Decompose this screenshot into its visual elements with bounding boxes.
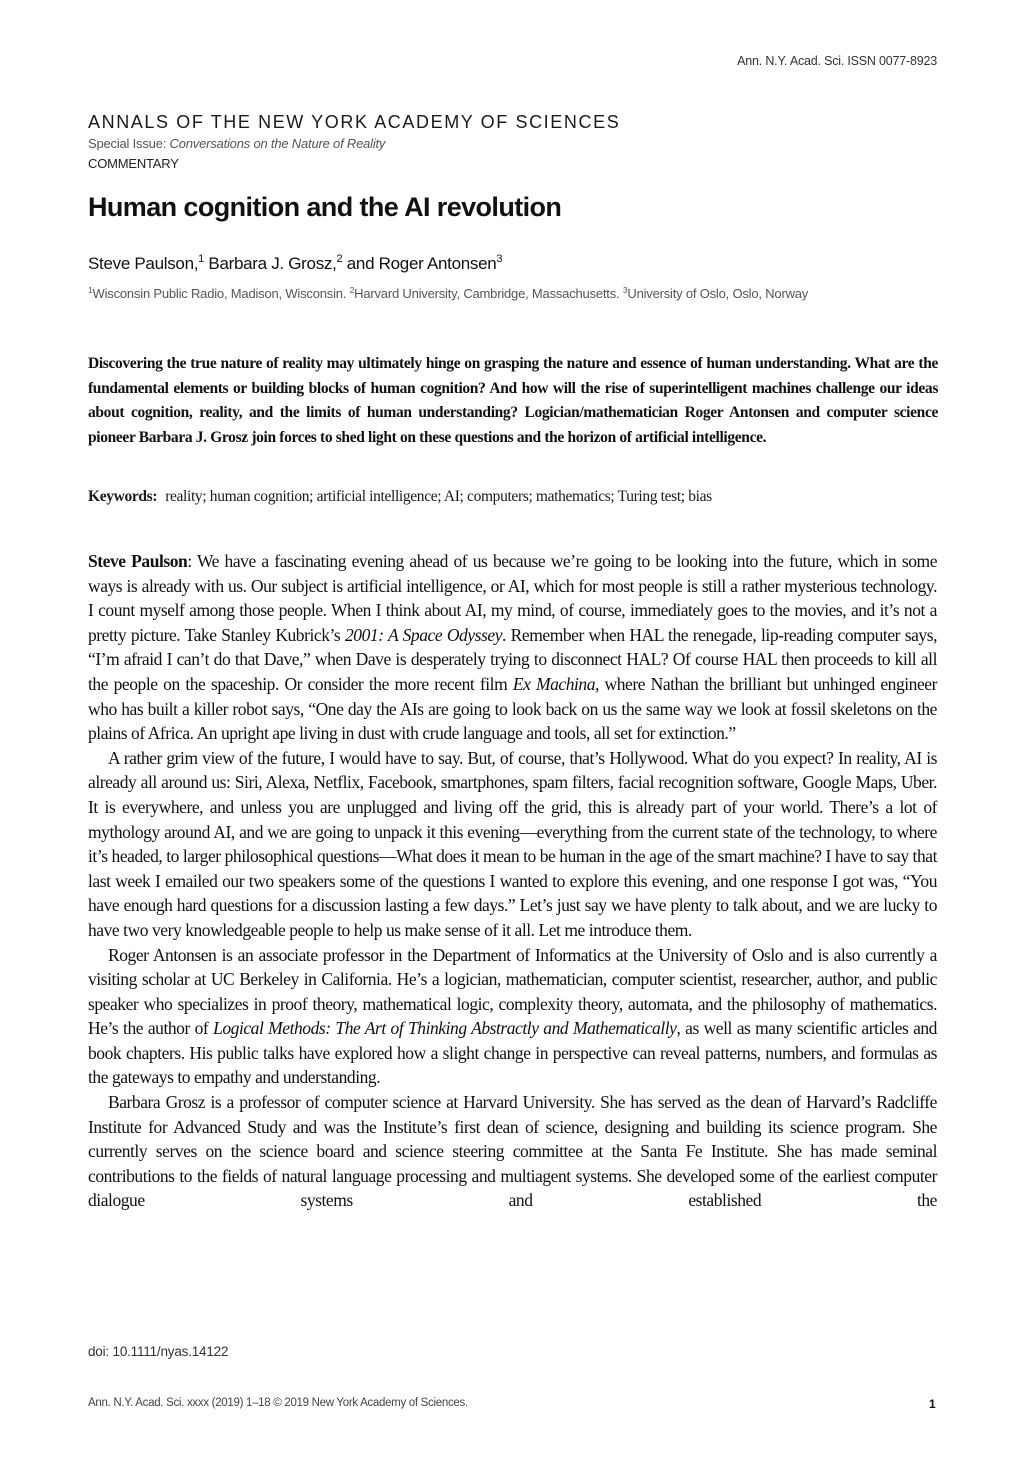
article-title: Human cognition and the AI revolution [88, 192, 562, 222]
author-affiliation-mark: 1 [198, 253, 204, 265]
keywords [88, 488, 938, 506]
paragraph-text: . Remember when HAL the renegade, lip-reading computer says, “I’m afraid I can’t do that Dave,” when Dave is desperately trying to disconnect HAL? Of course HAL then proceeds to kill all the people on the spaceship. Or consider the more recent film [88, 624, 937, 694]
special-issue-title: Conversations on the Nature of Reality [169, 136, 386, 151]
affiliation-mark: 2 [349, 285, 355, 295]
paragraph-text: Roger Antonsen is an associate professor in the Department of Informatics at the University of Oslo and is also currently a visiting scholar at UC Berkeley in California. He’s a logician, mathematician, computer scientist, researcher, author, and public speaker who specializes in proof theory, mathematical logic, complexity theory, automata, and the philosophy of mathematics. He’s the author of [88, 944, 937, 1039]
paragraph-text: where Nathan the brilliant but unhinged engineer who has built a killer robot says, “One day the AIs are going to look back on us the same way we look at fossil skeletons on the plains of Africa. An upright ape living in dust with crude language and tools, all set for extinction.” [88, 673, 937, 744]
paragraph-1 [88, 549, 937, 746]
affiliation-text: Harvard University, Cambridge, Massachusetts. [354, 286, 623, 301]
affiliation-text: Wisconsin Public Radio, Madison, Wisconsin. [92, 286, 350, 301]
paragraph-2: A rather grim view of the future, I would have to say. But, of course, that’s Hollywood. What do you expect? In reality, AI is already all around us: Siri, Alexa, Netflix, Facebook, smartphones, spam filters, facial recognition software, Google Maps, Uber. It is everywhere, and unless you are unplugged and living off the grid, this is already part of your world. There’s a lot of mythology around AI, and we are going to unpack it this evening—everything from the current state of the technology, to where it’s headed, to larger philosophical questions—What does it mean to be human in the age of the smart machine? I have to say that last week I emailed our two speakers some of the questions I wanted to explore this evening, and one response I got was, “You have enough hard questions for a discussion lasting a few days.” Let’s just say we have plenty to talk about, and we are lucky to have two very knowledgeable people to help us make sense of it all. Let me introduce them. [88, 747, 937, 940]
author-affiliation-mark: 3 [496, 253, 503, 265]
keywords-list: reality; human cognition; artificial intelligence; AI; computers; mathematics; Turing test; bias [165, 488, 712, 505]
special-issue-label: Special Issue: [88, 136, 170, 151]
film-title: 2001: A Space Odyssey [345, 624, 503, 645]
issn-header: Ann. N.Y. Acad. Sci. ISSN 0077-8923 [737, 54, 937, 68]
paragraph-4: Barbara Grosz is a professor of computer science at Harvard University. She has served as the dean of Harvard’s Radcliffe Institute for Advanced Study and was the Institute’s first dean of science, designing and building its science program. She currently serves on the science board and science steering committee at the Santa Fe Institute. She has made seminal contributions to the fields of natural language processing and multiagent systems. She developed some of the earliest computer dialogue systems and established the [88, 1092, 937, 1211]
speaker-name: Steve Paulson [88, 551, 188, 571]
author-name: Steve Paulson, [88, 254, 199, 273]
author-affiliation-mark: 2 [336, 253, 343, 265]
article-type: COMMENTARY [88, 156, 179, 171]
paragraph-text: , as well as many scientific articles and book chapters. His public talks have explored how a slight change in perspective can reveal patterns, numbers, and formulas as the gateways to empathy and understanding. [88, 1018, 937, 1088]
affiliation-mark: 1 [88, 285, 93, 295]
footer-citation: Ann. N.Y. Acad. Sci. xxxx (2019) 1–18 © 2019 New York Academy of Sciences. [88, 1397, 468, 1409]
affiliations [88, 283, 938, 305]
author-name: Barbara J. Grosz, [203, 254, 337, 273]
keywords-label: Keywords: [88, 488, 158, 505]
doi-link[interactable]: doi: 10.1111/nyas.14122 [88, 1344, 229, 1359]
special-issue [88, 136, 385, 151]
page-number: 1 [929, 1397, 936, 1411]
affiliation-mark: 3 [622, 285, 628, 295]
film-title: Ex Machina, [512, 673, 599, 694]
book-title: Logical Methods: The Art of Thinking Abstractly and Mathematically [213, 1018, 677, 1039]
article-body [88, 549, 937, 1213]
paragraph-3 [88, 943, 937, 1091]
author-name: and Roger Antonsen [342, 254, 497, 273]
abstract: Discovering the true nature of reality may ultimately hinge on grasping the nature and essence of human understanding. What are the fundamental elements or building blocks of human cognition? And how will the rise of superintelligent machines challenge our ideas about cognition, reality, and the limits of human understanding? Logician/mathematician Roger Antonsen and computer science pioneer Barbara J. Grosz join forces to shed light on these questions and the horizon of artificial intelligence. [88, 355, 938, 446]
author-list [88, 254, 502, 274]
journal-name: ANNALS OF THE NEW YORK ACADEMY OF SCIENCES [88, 112, 621, 132]
affiliation-text: University of Oslo, Oslo, Norway [627, 286, 809, 301]
paragraph-text: : We have a fascinating evening ahead of us because we’re going to be looking into the future, which in some ways is already with us. Our subject is artificial intelligence, or AI, which for most people is still a rather mysterious technology. I count myself among those people. When I think about AI, my mind, of course, immediately goes to the movies, and it’s not a pretty picture. Take Stanley Kubrick’s [88, 551, 938, 645]
